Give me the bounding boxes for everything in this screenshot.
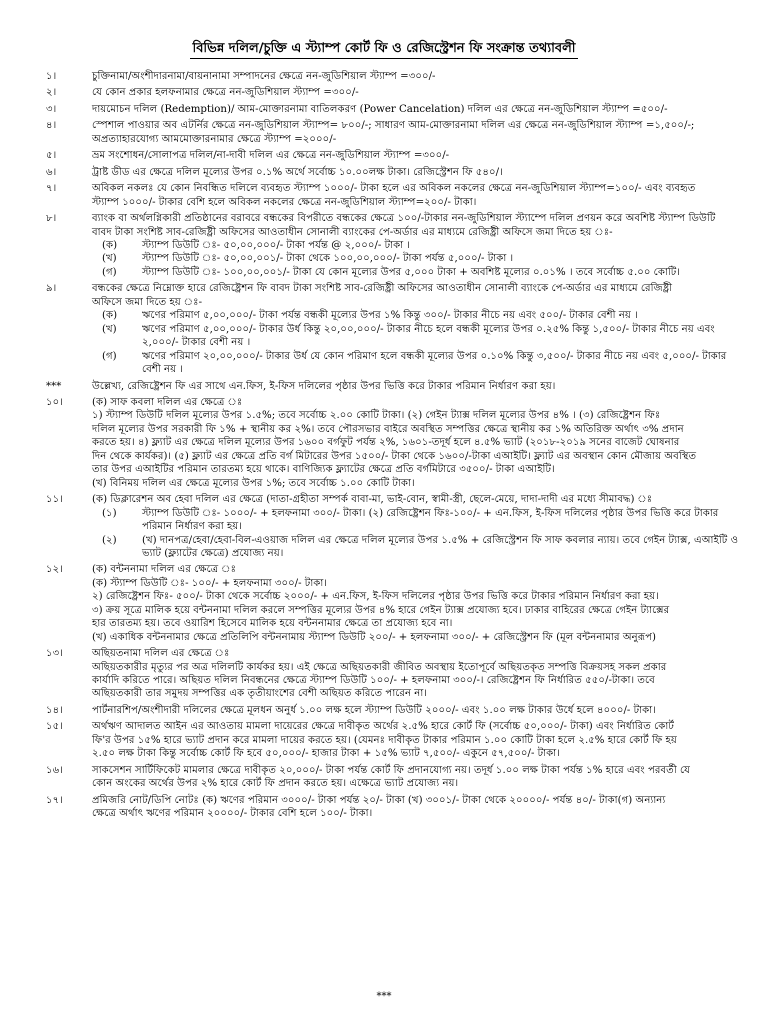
entry-line: প্রমিজরি নোট/ডিপি নোটঃ (ক) ঋণের পরিমান ৩০০০/- টাকা পর্যন্ত ২০/- টাকা (খ) ৩০০১/- টাকা থেকে ২০০০০/- পর্যন্ত ৪০/- টাকা(গ) অন্যান্য — [92, 794, 666, 806]
entry-line: হার তারতম্য হয়। তবে ওয়ারিশ হিসেবে মালিক হয়ে বন্টননামার ক্ষেত্রে তা প্রযোজ্য হবে না। — [92, 618, 453, 630]
title-wrap — [0, 40, 768, 59]
entry-item — [40, 166, 740, 179]
entry-line: অবিকল নকলঃ যে কোন নিবন্ধিত দলিলে ব্যবহৃত স্ট্যাম্প ১০০০/- টাকা হলে এর অবিকল নকলের ক্ষেত্রে নন-জুডিশিয়াল স্ট্যাম্প=১০০/- এবং ব্যবহৃত — [92, 183, 696, 195]
entry-number: ৯। — [46, 283, 57, 295]
entry-line: ২) রেজিষ্ট্রেশন ফিঃ- ৫০০/- টাকা থেকে সর্বোচ্চ ২০০০/- + এন.ফিস, ই-ফিস দলিলের পৃষ্ঠার উপর ভিত্তি করে টাকার পরিমান নির্ধারণ করা হয়। — [92, 591, 659, 603]
entry-line: (ক) স্ট্যাম্প ডিউটি ঃ- ১০০/- + হলফনামা ৩০০/- টাকা। — [92, 577, 328, 589]
entry-number: ১৭। — [46, 794, 63, 806]
entry-line: অফিসে জমা দিতে হয় ঃ- — [92, 296, 203, 308]
entry-line: ফি'র উপর ১৫% হারে ভ্যাট প্রদান করে মামলা দায়ের করতে হয়। (যেমনঃ দাবীকৃত টাকার পরিমান ১.০০ কোটি টাকা হলে ২.৫% হারে কোর্ট ফি হয় — [92, 734, 677, 746]
entry-line: স্পেশাল পাওয়ার অব এটর্নির ক্ষেত্রে নন-জুডিশিয়াল স্ট্যাম্প= ৮০০/-; সাধারণ আম-মোক্তারনামা দলিল এর ক্ষেত্রে নন-জুডিশিয়াল স্ট্যাম্প =১,৫০০/-; — [92, 120, 695, 132]
entry-line: দিন থেকে কার্যকর)। (৫) ফ্ল্যাট এর ক্ষেত্রে প্রতি বর্গ মিটারের উপর ১৫০০/- টাকা থেকে ১৬০০/-টাকা এআইটি। ফ্ল্যাট এর অবস্থান কোন মৌজায় অবস্থিত — [92, 450, 697, 462]
sub-item — [102, 252, 740, 265]
entry-number: ১০। — [46, 396, 63, 408]
entry-line: ক্ষেত্রে অর্থাৎ ঋণের পরিমান ২০০০০/- টাকার বেশি হলে ১০০/- টাকা। — [92, 808, 373, 820]
entry-number: ১৬। — [46, 764, 63, 776]
entry-line: (ক) বন্টননামা দলিল এর ক্ষেত্রে ঃ — [92, 564, 237, 576]
entry-item — [40, 86, 740, 99]
sub-text: স্ট্যাম্প ডিউটি ঃ- ১০০০/- + হলফনামা ৩০০/- টাকা। (২) রেজিষ্ট্রেশন ফিঃ-১০০/- + এন.ফিস, ই-ফিস দলিলের পৃষ্ঠার উপর ভিত্তি করে টাকার পরিমান নির্ধারণ করা হয়। — [142, 507, 719, 533]
entry-body — [92, 396, 740, 490]
entry-line: ভ্রম সংশোধন/সোলাপত্র দলিল/না-দাবী দলিল এর ক্ষেত্রে নন-জুডিশিয়াল স্ট্যাম্প =৩০০/- — [92, 150, 450, 162]
sub-text: ঋণের পরিমাণ ৫,০০,০০০/- টাকা পর্যন্ত বন্ধকী মূল্যের উপর ১% কিন্তু ৩০০/- টাকার নীচে নয় এবং ৫০০/- টাকার বেশী নয় । — [142, 310, 638, 322]
entry-line: কোন অংকের অর্থের উপর ২% হারে কোর্ট ফি প্রদান করতে হয়। এক্ষেত্রে ভ্যাট প্রযোজ্য নয়। — [92, 778, 459, 790]
sub-item — [102, 507, 740, 534]
entry-line: কার্যাদি করিতে পারে। অছিয়ত দলিল নিবন্ধনের ক্ষেত্রে স্ট্যাম্প ডিউটি ১০০/- + হলফনামা ৩০০/-। রেজিষ্ট্রেশন ফি নির্ধারিত ৫৫০/-টাকা। তবে — [92, 675, 655, 687]
sub-label: (ক) — [102, 239, 118, 251]
entry-item — [40, 70, 740, 83]
entry-line: (ক) সাফ কবলা দলিল এর ক্ষেত্রে ঃ — [92, 396, 243, 408]
entry-body — [92, 380, 740, 393]
entry-line: চুক্তিনামা/অংশীদারনামা/বায়নানামা সম্পাদনের ক্ষেত্রে নন-জুডিশিয়াল স্ট্যাম্প =৩০০/- — [92, 71, 436, 82]
entry-item — [40, 119, 740, 146]
entry-line: (ক) ডিক্লারেশন অব হেবা দলিল এর ক্ষেত্রে (দাতা-গ্রহীতা সম্পর্ক বাবা-মা, ভাই-বোন, স্বামী-স্ত্রী, ছেলে-মেয়ে, দাদা-দাদী এর মধ্যে সীমাবদ্ধ) ঃ — [92, 494, 653, 506]
entry-number: *** — [46, 380, 62, 392]
entry-number: ১১। — [46, 494, 63, 506]
entry-line: অছিয়তকারী তার সমুদয় সম্পত্তির এক তৃতীয়াংশের বেশী অছিয়ত করিতে পারেন না। — [92, 688, 427, 700]
entry-item — [40, 764, 740, 791]
entry-item — [40, 647, 740, 701]
entry-item — [40, 380, 740, 393]
entry-number: ৭। — [46, 183, 57, 195]
sub-label: (১) — [102, 507, 117, 519]
entry-body — [92, 70, 740, 83]
sub-label: (ক) — [102, 310, 118, 322]
entry-item — [40, 149, 740, 162]
entry-number: ৮। — [46, 213, 57, 225]
entry-line: বাবদ টাকা সংশিষ্ট সাব-রেজিষ্ট্রী অফিসের আওতাধীন সোনালী ব্যাংকের পে-অর্ডার এর মাধ্যমে রেজিষ্ট্রী অফিসে জমা দিতে হয় ঃ- — [92, 226, 613, 238]
entry-number: ১৫। — [46, 721, 63, 733]
entry-line: ব্যাংক বা অর্থলগ্নিকারী প্রতিষ্ঠানের বরাবরে বন্ধকের বিপরীতে বন্ধকের ক্ষেত্রে ১০০/-টাকার নন-জুডিশিয়াল স্ট্যাম্পে দলিল প্রণয়ন করে অবশিষ্ট স্ট্যাম্প ডিউটি — [92, 213, 716, 225]
sub-label: (খ) — [102, 253, 117, 265]
entry-line: স্ট্যাম্প ১০০০/- টাকার বেশি হলে অবিকল নকলের ক্ষেত্রে নন-জুডিশিয়াল স্ট্যাম্প=২০০/- টাকা। — [92, 196, 477, 208]
entry-body — [92, 166, 740, 179]
sub-item — [102, 309, 740, 322]
entries-list — [40, 70, 740, 824]
entry-body — [92, 704, 740, 717]
sub-item — [102, 266, 740, 279]
entry-line: দলিল মূল্যের উপর সরকারী ফি ১% + স্থানীয় কর ২%। তবে পৌরসভার বাইরে অবস্থিত সম্পত্তির ক্ষেত্রে স্থানীয় কর ১% অতিরিক্ত অর্থাৎ ৩% প্রদান — [92, 423, 684, 435]
entry-body — [92, 647, 740, 701]
sub-label: (২) — [102, 534, 117, 546]
entry-line: বন্ধকের ক্ষেত্রে নিম্নোক্ত হারে রেজিষ্ট্রেশন ফি বাবদ টাকা সংশিষ্ট সাব-রেজিষ্ট্রী অফিসের আওতাধীন সোনালী ব্যাংকে পে-অর্ডার এর মাধ্যমে রেজিষ্ট্রী — [92, 283, 673, 295]
sub-text: ঋণের পরিমাণ ২০,০০,০০০/- টাকার উর্ধ যে কোন পরিমাণ হলে বন্ধকী মূল্যের উপর ০.১০% কিন্তু ৩,৫০০/- টাকার নীচে নয় এবং ৫,০০০/- টাকার বেশী নয় । — [142, 350, 727, 376]
entry-line: অর্থঋণ আদালত আইন এর আওতায় মামলা দায়েরের ক্ষেত্রে দাবীকৃত অর্থের ২.৫% হারে কোর্ট ফি (সর্বোচ্চ ৫০,০০০/- টাকা) এবং নির্ধারিত কোর্ট — [92, 721, 674, 733]
entry-line: ১) স্ট্যাম্প ডিউটি দলিল মূল্যের উপর ১.৫%; তবে সর্বোচ্চ ২.০০ কোটি টাকা। (২) গেইন ট্যাক্স দলিল মূল্যের উপর ৪% । (৩) রেজিষ্ট্রেশন ফিঃ — [92, 410, 661, 422]
entry-body — [92, 149, 740, 162]
sub-item — [102, 350, 740, 377]
sub-item — [102, 239, 740, 252]
footer-mark: *** — [376, 991, 392, 1002]
entry-item — [40, 704, 740, 717]
entry-number: ২। — [46, 87, 57, 99]
entry-body — [92, 493, 740, 560]
entry-line: অছিয়তকারীর মৃত্যুর পর অত্র দলিলটি কার্যকর হয়। এই ক্ষেত্রে অছিয়তকারী জীবিত অবস্থায় ইতোপূর্বে অছিয়তকৃত সম্পত্তি বিক্রয়সহ সকল প্রকার — [92, 661, 667, 673]
entry-number: ১। — [46, 71, 57, 82]
entry-item — [40, 282, 740, 376]
document-title: বিভিন্ন দলিল/চুক্তি এ স্ট্যাম্প কোর্ট ফি ও রেজিস্ট্রেশন ফি সংক্রান্ত তথ্যাবলী — [190, 40, 577, 59]
entry-item — [40, 493, 740, 560]
entry-body — [92, 720, 740, 760]
entry-body — [92, 764, 740, 791]
sub-item — [102, 323, 740, 350]
entry-line: (খ) একাধিক বন্টননামার ক্ষেত্রে প্রতিলিপি বন্টননামায় স্ট্যাম্প ডিউটি ২০০/- + হলফনামা ৩০০/- + রেজিস্ট্রেশন ফি (মূল বন্টননামার অনুরূপ) — [92, 631, 657, 643]
entry-body — [92, 182, 740, 209]
sub-item — [102, 534, 740, 561]
entry-line: করতে হয়। ৪) ফ্ল্যাট এর ক্ষেত্রে দলিল মূল্যের উপর ১৬০০ বর্গফুট পর্যন্ত ২%, ১৬০১-তদূর্ধ হলে ৪.৫% ভ্যাট (২০১৮-২০১৯ সনের বাজেট ঘোষনার — [92, 437, 680, 449]
entry-item — [40, 212, 740, 279]
entry-line: উল্লেখ্য, রেজিষ্ট্রেশন ফি এর সাথে এন.ফিস, ই-ফিস দলিলের পৃষ্ঠার উপর ভিত্তি করে টাকার পরিমান নির্ধারণ করা হয়। — [92, 380, 556, 392]
entry-line: সাকসেশন সার্টিফিকেট মামলার ক্ষেত্রে দাবীকৃত ২০,০০০/- টাকা পর্যন্ত কোর্ট ফি প্রদানযোগ্য নয়। তদূর্ধ ১.০০ লক্ষ টাকা পর্যন্ত ১% হারে এবং পরবর্তী যে — [92, 764, 690, 776]
sub-text: (খ) দানপত্র/হেবা/হেবা-বিল-এওয়াজ দলিল এর ক্ষেত্রে দলিল মূল্যের উপর ১.৫% + রেজিস্ট্রেশন ফি সাফ কবলার ন্যায়। তবে গেইন ট্যাক্স, এআইটি ও ভ্যাট (ফ্ল্যাটের ক্ষেত্রে) প্রযোজ্য নয়। — [142, 534, 739, 559]
sub-text: স্ট্যাম্প ডিউটি ঃ- ৫০,০০,০০১/- টাকা থেকে ১০০,০০,০০০/- টাকা পর্যন্ত ৫,০০০/- টাকা । — [142, 253, 514, 265]
entry-number: ১২। — [46, 564, 63, 576]
entry-line: ট্রাষ্ট ডীড এর ক্ষেত্রে দলিল মূল্যের উপর ০.১% অর্থে সর্বোচ্চ ১০.০০লক্ষ টাকা। রেজিস্ট্রেশন ফি ৫৪০/। — [92, 166, 503, 178]
entry-line: যে কোন প্রকার হলফনামার ক্ষেত্রে নন-জুডিশিয়াল স্ট্যাম্প =৩০০/- — [92, 87, 359, 99]
sub-text: স্ট্যাম্প ডিউটি ঃ- ১০০,০০,০০১/- টাকা যে কোন মূল্যের উপর ৫,০০০ টাকা + অবশিষ্ট মূল্যের ০.০১% । তবে সর্বোচ্চ ৫.০০ কোটি। — [142, 266, 681, 278]
sub-label: (গ) — [102, 350, 117, 362]
entry-line: অছিয়তনামা দলিল এর ক্ষেত্রে ঃ — [92, 648, 230, 660]
entry-item — [40, 563, 740, 644]
sub-label: (খ) — [102, 323, 117, 335]
entry-line: ৩) ক্রয় সূত্রে মালিক হয়ে বন্টননামা দলিল করলে সম্পত্তির মূল্যের উপর ৪% হারে গেইন ট্যাক্স প্রযোজ্য হবে। ঢাকার বাহিরের ক্ষেত্রে গেইন ট্যাক্সের — [92, 604, 670, 616]
entry-item — [40, 182, 740, 209]
entry-body — [92, 86, 740, 99]
entry-line: দায়মোচন দলিল (Redemption)/ আম-মোক্তারনামা বাতিলকরণ (Power Cancelation) দলিল এর ক্ষেত্রে নন-জুডিশিয়াল স্ট্যাম্প =৫০০/- — [92, 103, 668, 115]
entry-body — [92, 119, 740, 146]
entry-line: ২.৫০ লক্ষ টাকা কিন্তু সর্বোচ্চ কোর্ট ফি হবে ৫০,০০০/- হাজার টাকা + ১৫% ভ্যাট ৭,৫০০/- একুনে ৫৭,৫০০/- টাকা। — [92, 748, 560, 760]
entry-line: (খ) বিনিময় দলিল এর ক্ষেত্রে মূল্যের উপর ১%; তবে সর্বোচ্চ ১.০০ কোটি টাকা। — [92, 477, 415, 489]
entry-line: পার্টনারশিপ/অংশীদারী দলিলের ক্ষেত্রে মূলধন অনুর্ধ ১.০০ লক্ষ হলে স্ট্যাম্প ডিউটি ২০০০/- এবং ১.০০ লক্ষ টাকার উর্ধে হলে ৪০০০/- টাকা। — [92, 704, 656, 716]
entry-number: ১৩। — [46, 648, 63, 660]
entry-item — [40, 794, 740, 821]
entry-body — [92, 212, 740, 279]
entry-body — [92, 794, 740, 821]
entry-number: ৬। — [46, 166, 57, 178]
sub-text: ঋণের পরিমাণ ৫,০০,০০০/- টাকার উর্ধ কিন্তু ২০,০০,০০০/- টাকার নীচে হলে বন্ধকী মূল্যের উপর ০.২৫% কিন্তু ১,৫০০/- টাকার নীচে নয় এবং ২,০০০/- টাকার বেশী নয় । — [142, 323, 715, 349]
entry-number: ৪। — [46, 120, 57, 132]
entry-item — [40, 103, 740, 116]
entry-line: অপ্রত্যাহারযোগ্য আমমোক্তারনামার ক্ষেত্রে স্ট্যাম্প =২০০০/- — [92, 133, 337, 145]
entry-item — [40, 396, 740, 490]
entry-number: ১৪। — [46, 704, 63, 716]
entry-body — [92, 563, 740, 644]
entry-body — [92, 282, 740, 376]
entry-number: ৩। — [46, 103, 57, 115]
entry-item — [40, 720, 740, 760]
entry-body — [92, 103, 740, 116]
sub-text: স্ট্যাম্প ডিউটি ঃ- ৫০,০০,০০০/- টাকা পর্যন্ত @ ২,০০০/- টাকা । — [142, 239, 411, 251]
entry-line: তার উপর এআইটির পরিমান তারতম্য হয়ে থাকে। বাণিজ্যিক ফ্ল্যাটের ক্ষেত্রে প্রতি বর্গমিটারে ৩৫০০/- টাকা এআইটি। — [92, 464, 555, 476]
sub-label: (গ) — [102, 266, 117, 278]
entry-number: ৫। — [46, 150, 57, 162]
